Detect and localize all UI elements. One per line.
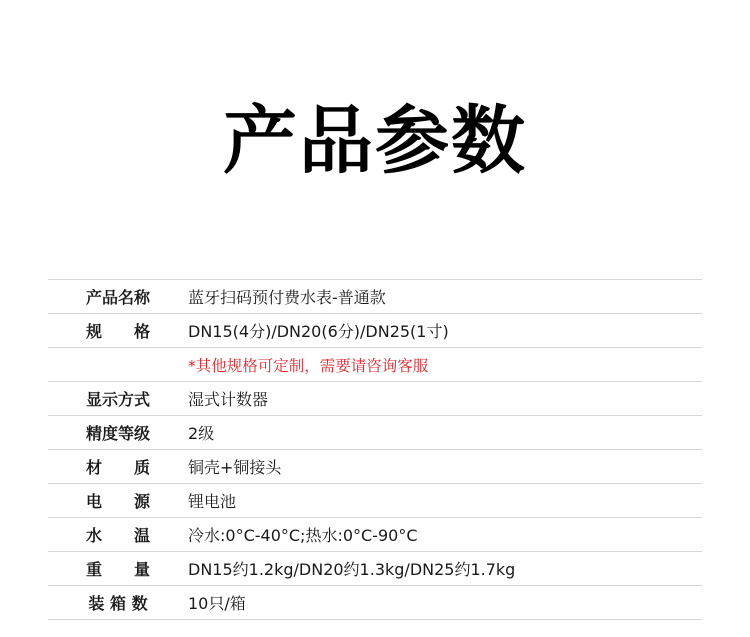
spec-value: 铜壳+铜接头 (188, 450, 702, 484)
table-row (48, 348, 702, 382)
spec-value: 冷水:0°C-40°C;热水:0°C-90°C (188, 518, 702, 552)
product-parameters-table (48, 279, 702, 620)
spec-label: 重 量 (85, 560, 150, 579)
spec-label-cell (48, 416, 188, 450)
spec-value: 锂电池 (188, 484, 702, 518)
spec-label: 材 质 (85, 458, 150, 477)
table-row (48, 314, 702, 348)
spec-label: 显示方式 (85, 390, 150, 409)
spec-value: 蓝牙扫码预付费水表-普通款 (188, 280, 702, 314)
table-row (48, 450, 702, 484)
spec-label: 精度等级 (85, 424, 150, 443)
table-row (48, 484, 702, 518)
page-title: 产品参数 (223, 98, 527, 184)
table-row (48, 416, 702, 450)
table-row (48, 382, 702, 416)
table-row (48, 552, 702, 586)
spec-label-cell (48, 348, 188, 382)
table-row (48, 518, 702, 552)
spec-label: 规 格 (85, 322, 150, 341)
spec-note: *其他规格可定制，需要请咨询客服 (188, 348, 702, 382)
spec-value: DN15(4分)/DN20(6分)/DN25(1寸) (188, 314, 702, 348)
spec-label-cell (48, 586, 188, 620)
spec-label: 装 箱 数 (88, 594, 148, 613)
table-row (48, 586, 702, 620)
spec-value: DN15约1.2kg/DN20约1.3kg/DN25约1.7kg (188, 552, 702, 586)
spec-label-cell (48, 450, 188, 484)
table-row (48, 280, 702, 314)
table-body (48, 280, 702, 620)
spec-label-cell (48, 280, 188, 314)
spec-value: 湿式计数器 (188, 382, 702, 416)
spec-label-cell (48, 518, 188, 552)
spec-value: 2级 (188, 416, 702, 450)
spec-label-cell (48, 552, 188, 586)
spec-label-cell (48, 484, 188, 518)
spec-label: 电 源 (85, 492, 150, 511)
spec-label-cell (48, 382, 188, 416)
spec-label: 产品名称 (85, 288, 150, 307)
spec-label-cell (48, 314, 188, 348)
spec-value: 10只/箱 (188, 586, 702, 620)
spec-label: 水 温 (85, 526, 150, 545)
